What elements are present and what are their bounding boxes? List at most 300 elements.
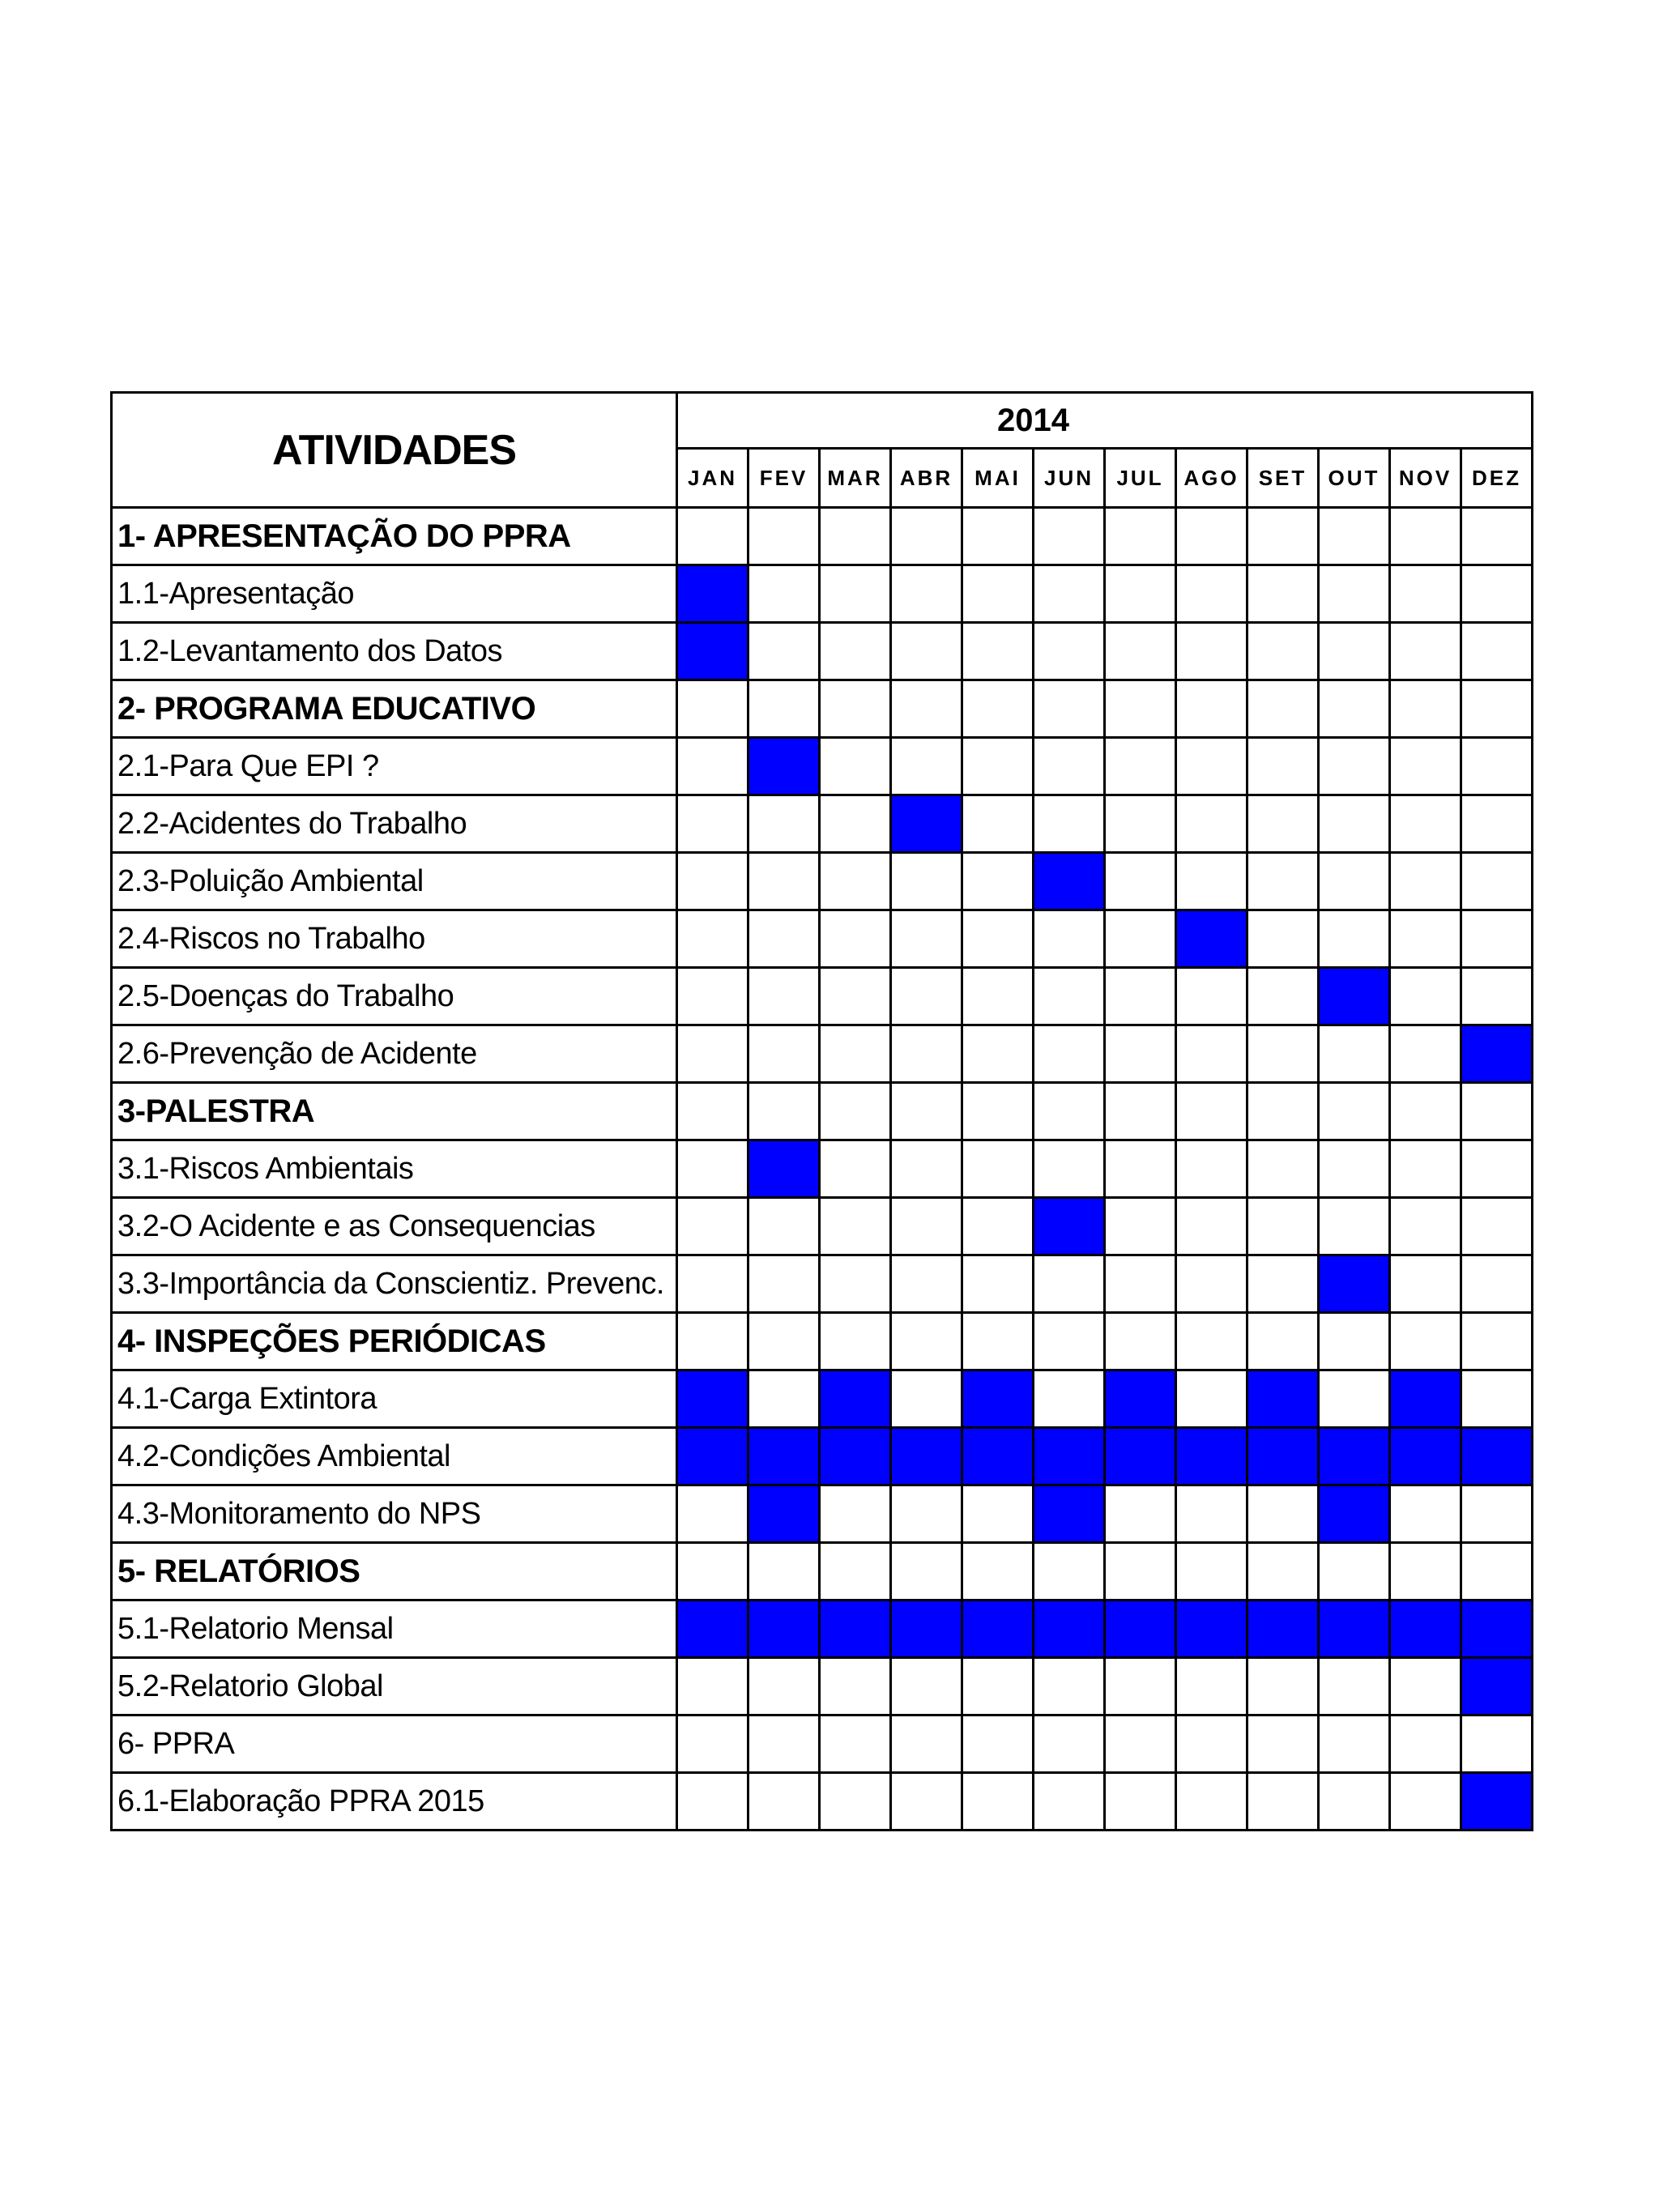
empty-cell <box>1319 910 1390 968</box>
empty-cell <box>962 680 1034 738</box>
empty-cell <box>1390 968 1461 1025</box>
empty-cell <box>891 1370 962 1428</box>
activity-row <box>112 1370 1533 1428</box>
activity-label: 4.3-Monitoramento do NPS <box>112 1485 677 1543</box>
empty-cell <box>1461 738 1533 795</box>
empty-cell <box>1105 508 1176 565</box>
empty-cell <box>1176 1255 1247 1313</box>
activity-label: 2.6-Prevenção de Acidente <box>112 1025 677 1083</box>
empty-cell <box>1461 565 1533 623</box>
empty-cell <box>1105 1255 1176 1313</box>
empty-cell <box>1319 1313 1390 1370</box>
empty-cell <box>891 1773 962 1831</box>
scheduled-cell <box>748 1600 820 1658</box>
empty-cell <box>820 1773 891 1831</box>
empty-cell <box>1390 795 1461 853</box>
activity-row <box>112 1428 1533 1485</box>
empty-cell <box>748 1255 820 1313</box>
scheduled-cell <box>820 1428 891 1485</box>
empty-cell <box>748 968 820 1025</box>
empty-cell <box>1176 1370 1247 1428</box>
scheduled-cell <box>1247 1370 1319 1428</box>
empty-cell <box>820 680 891 738</box>
scheduled-cell <box>748 738 820 795</box>
year-header <box>677 393 1533 449</box>
empty-cell <box>1390 1658 1461 1715</box>
scheduled-cell <box>748 1428 820 1485</box>
scheduled-cell <box>1319 1485 1390 1543</box>
scheduled-cell <box>962 1370 1034 1428</box>
empty-cell <box>1247 1715 1319 1773</box>
header-row-year <box>112 393 1533 449</box>
activity-row <box>112 910 1533 968</box>
empty-cell <box>1176 1083 1247 1140</box>
empty-cell <box>962 1255 1034 1313</box>
empty-cell <box>1461 1715 1533 1773</box>
empty-cell <box>677 1543 748 1600</box>
empty-cell <box>1247 565 1319 623</box>
schedule-table <box>110 391 1533 1831</box>
empty-cell <box>677 1140 748 1198</box>
empty-cell <box>1247 1025 1319 1083</box>
empty-cell <box>891 1485 962 1543</box>
scheduled-cell <box>677 623 748 680</box>
empty-cell <box>1034 1543 1105 1600</box>
empty-cell <box>1176 1198 1247 1255</box>
scheduled-cell <box>677 565 748 623</box>
empty-cell <box>820 1025 891 1083</box>
section-row <box>112 1543 1533 1600</box>
scheduled-cell <box>1176 1428 1247 1485</box>
empty-cell <box>820 565 891 623</box>
empty-cell <box>1105 738 1176 795</box>
month-header-mar: MAR <box>820 449 891 508</box>
empty-cell <box>677 508 748 565</box>
activity-row <box>112 1600 1533 1658</box>
empty-cell <box>1390 1313 1461 1370</box>
empty-cell <box>1247 910 1319 968</box>
scheduled-cell <box>891 795 962 853</box>
empty-cell <box>1247 680 1319 738</box>
month-header-out: OUT <box>1319 449 1390 508</box>
scheduled-cell <box>677 1428 748 1485</box>
section-title: 5- RELATÓRIOS <box>112 1543 677 1600</box>
empty-cell <box>962 1140 1034 1198</box>
empty-cell <box>1319 738 1390 795</box>
empty-cell <box>1105 1658 1176 1715</box>
empty-cell <box>1461 1255 1533 1313</box>
empty-cell <box>748 853 820 910</box>
empty-cell <box>1176 1543 1247 1600</box>
empty-cell <box>748 1313 820 1370</box>
scheduled-cell <box>1034 1485 1105 1543</box>
empty-cell <box>1034 565 1105 623</box>
empty-cell <box>677 1485 748 1543</box>
empty-cell <box>891 1658 962 1715</box>
empty-cell <box>962 1658 1034 1715</box>
empty-cell <box>891 1543 962 1600</box>
empty-cell <box>820 795 891 853</box>
empty-cell <box>1247 508 1319 565</box>
month-header-abr: ABR <box>891 449 962 508</box>
month-header-fev: FEV <box>748 449 820 508</box>
section-title: 2- PROGRAMA EDUCATIVO <box>112 680 677 738</box>
scheduled-cell <box>1319 968 1390 1025</box>
empty-cell <box>1319 795 1390 853</box>
scheduled-cell <box>1319 1600 1390 1658</box>
empty-cell <box>891 565 962 623</box>
empty-cell <box>962 1313 1034 1370</box>
empty-cell <box>748 1025 820 1083</box>
empty-cell <box>1390 1773 1461 1831</box>
empty-cell <box>1105 1313 1176 1370</box>
activity-label: 5.2-Relatorio Global <box>112 1658 677 1715</box>
empty-cell <box>677 968 748 1025</box>
empty-cell <box>962 910 1034 968</box>
empty-cell <box>1034 1255 1105 1313</box>
empty-cell <box>1390 1025 1461 1083</box>
empty-cell <box>1034 738 1105 795</box>
empty-cell <box>891 1083 962 1140</box>
activity-label: 4.2-Condições Ambiental <box>112 1428 677 1485</box>
scheduled-cell <box>1105 1600 1176 1658</box>
empty-cell <box>1176 853 1247 910</box>
empty-cell <box>1034 1313 1105 1370</box>
empty-cell <box>1034 1773 1105 1831</box>
empty-cell <box>962 738 1034 795</box>
empty-cell <box>1176 680 1247 738</box>
month-header-mai: MAI <box>962 449 1034 508</box>
activity-label: 3.2-O Acidente e as Consequencias <box>112 1198 677 1255</box>
empty-cell <box>1034 968 1105 1025</box>
empty-cell <box>677 1083 748 1140</box>
empty-cell <box>1247 1773 1319 1831</box>
empty-cell <box>1461 680 1533 738</box>
scheduled-cell <box>1034 1428 1105 1485</box>
activity-label: 5.1-Relatorio Mensal <box>112 1600 677 1658</box>
empty-cell <box>677 680 748 738</box>
activity-row <box>112 1025 1533 1083</box>
section-title: 3-PALESTRA <box>112 1083 677 1140</box>
activity-row <box>112 795 1533 853</box>
empty-cell <box>1034 1140 1105 1198</box>
empty-cell <box>1034 795 1105 853</box>
empty-cell <box>677 795 748 853</box>
empty-cell <box>1105 565 1176 623</box>
section-row <box>112 1313 1533 1370</box>
empty-cell <box>1319 1025 1390 1083</box>
empty-cell <box>962 1543 1034 1600</box>
empty-cell <box>1034 1370 1105 1428</box>
empty-cell <box>1247 795 1319 853</box>
activity-row <box>112 1715 1533 1773</box>
empty-cell <box>1319 853 1390 910</box>
empty-cell <box>677 1715 748 1773</box>
section-title: 1- APRESENTAÇÃO DO PPRA <box>112 508 677 565</box>
empty-cell <box>1176 1485 1247 1543</box>
scheduled-cell <box>1461 1658 1533 1715</box>
empty-cell <box>820 910 891 968</box>
empty-cell <box>820 1715 891 1773</box>
empty-cell <box>962 1485 1034 1543</box>
activity-row <box>112 565 1533 623</box>
activity-label: 2.4-Riscos no Trabalho <box>112 910 677 968</box>
activity-label: 1.2-Levantamento dos Datos <box>112 623 677 680</box>
empty-cell <box>1390 565 1461 623</box>
empty-cell <box>1247 1485 1319 1543</box>
scheduled-cell <box>1390 1370 1461 1428</box>
activity-label: 2.1-Para Que EPI ? <box>112 738 677 795</box>
activity-row <box>112 1198 1533 1255</box>
empty-cell <box>677 1198 748 1255</box>
empty-cell <box>748 1773 820 1831</box>
empty-cell <box>1390 508 1461 565</box>
scheduled-cell <box>1105 1370 1176 1428</box>
empty-cell <box>1105 1543 1176 1600</box>
section-row <box>112 1083 1533 1140</box>
empty-cell <box>748 623 820 680</box>
empty-cell <box>891 1715 962 1773</box>
month-header-ago: AGO <box>1176 449 1247 508</box>
empty-cell <box>1247 853 1319 910</box>
scheduled-cell <box>1319 1255 1390 1313</box>
empty-cell <box>820 968 891 1025</box>
scheduled-cell <box>748 1140 820 1198</box>
empty-cell <box>1176 968 1247 1025</box>
empty-cell <box>962 1083 1034 1140</box>
empty-cell <box>748 1198 820 1255</box>
section-title: 4- INSPEÇÕES PERIÓDICAS <box>112 1313 677 1370</box>
empty-cell <box>1319 1773 1390 1831</box>
empty-cell <box>1176 1140 1247 1198</box>
empty-cell <box>820 1140 891 1198</box>
month-header-jun: JUN <box>1034 449 1105 508</box>
empty-cell <box>820 623 891 680</box>
empty-cell <box>1461 795 1533 853</box>
empty-cell <box>1105 968 1176 1025</box>
month-header-dez: DEZ <box>1461 449 1533 508</box>
empty-cell <box>1034 1025 1105 1083</box>
empty-cell <box>1390 1198 1461 1255</box>
empty-cell <box>677 1313 748 1370</box>
empty-cell <box>1461 853 1533 910</box>
scheduled-cell <box>1034 1198 1105 1255</box>
scheduled-cell <box>1247 1600 1319 1658</box>
empty-cell <box>1461 1198 1533 1255</box>
activity-row <box>112 1485 1533 1543</box>
empty-cell <box>1319 508 1390 565</box>
scheduled-cell <box>1461 1025 1533 1083</box>
empty-cell <box>1390 1485 1461 1543</box>
empty-cell <box>748 910 820 968</box>
scheduled-cell <box>677 1370 748 1428</box>
empty-cell <box>1176 623 1247 680</box>
empty-cell <box>1461 968 1533 1025</box>
empty-cell <box>1105 1773 1176 1831</box>
empty-cell <box>1319 1140 1390 1198</box>
empty-cell <box>1461 508 1533 565</box>
empty-cell <box>1176 1715 1247 1773</box>
empty-cell <box>1034 1083 1105 1140</box>
empty-cell <box>962 1025 1034 1083</box>
empty-cell <box>891 508 962 565</box>
activity-label: 6- PPRA <box>112 1715 677 1773</box>
empty-cell <box>1247 1198 1319 1255</box>
empty-cell <box>962 565 1034 623</box>
month-header-jan: JAN <box>677 449 748 508</box>
empty-cell <box>820 853 891 910</box>
empty-cell <box>677 1773 748 1831</box>
empty-cell <box>748 1658 820 1715</box>
empty-cell <box>1461 1083 1533 1140</box>
empty-cell <box>1390 853 1461 910</box>
empty-cell <box>1247 623 1319 680</box>
empty-cell <box>1247 1313 1319 1370</box>
empty-cell <box>891 968 962 1025</box>
empty-cell <box>1176 565 1247 623</box>
empty-cell <box>1461 1485 1533 1543</box>
empty-cell <box>1319 1370 1390 1428</box>
scheduled-cell <box>1034 853 1105 910</box>
empty-cell <box>891 1140 962 1198</box>
activity-row <box>112 1773 1533 1831</box>
scheduled-cell <box>1105 1428 1176 1485</box>
month-header-jul: JUL <box>1105 449 1176 508</box>
empty-cell <box>1247 1140 1319 1198</box>
empty-cell <box>1105 795 1176 853</box>
scheduled-cell <box>1461 1773 1533 1831</box>
empty-cell <box>1247 1658 1319 1715</box>
empty-cell <box>1105 1140 1176 1198</box>
empty-cell <box>1105 853 1176 910</box>
empty-cell <box>1461 1140 1533 1198</box>
scheduled-cell <box>1034 1600 1105 1658</box>
scheduled-cell <box>891 1428 962 1485</box>
scheduled-cell <box>1461 1428 1533 1485</box>
empty-cell <box>748 680 820 738</box>
empty-cell <box>820 1485 891 1543</box>
activity-label: 1.1-Apresentação <box>112 565 677 623</box>
empty-cell <box>820 1083 891 1140</box>
empty-cell <box>1319 680 1390 738</box>
activity-row <box>112 853 1533 910</box>
empty-cell <box>962 623 1034 680</box>
empty-cell <box>1247 1255 1319 1313</box>
empty-cell <box>1105 910 1176 968</box>
empty-cell <box>748 565 820 623</box>
activity-label: 3.3-Importância da Conscientiz. Prevenc. <box>112 1255 677 1313</box>
empty-cell <box>1247 738 1319 795</box>
schedule-header <box>112 393 1533 508</box>
empty-cell <box>1105 1198 1176 1255</box>
empty-cell <box>1176 1025 1247 1083</box>
empty-cell <box>1390 623 1461 680</box>
empty-cell <box>891 738 962 795</box>
empty-cell <box>677 1255 748 1313</box>
empty-cell <box>1319 1083 1390 1140</box>
empty-cell <box>820 1198 891 1255</box>
month-header-nov: NOV <box>1390 449 1461 508</box>
activity-label: 2.5-Doenças do Trabalho <box>112 968 677 1025</box>
empty-cell <box>1390 680 1461 738</box>
empty-cell <box>1319 1543 1390 1600</box>
empty-cell <box>677 1658 748 1715</box>
scheduled-cell <box>962 1600 1034 1658</box>
scheduled-cell <box>1247 1428 1319 1485</box>
empty-cell <box>1176 738 1247 795</box>
scheduled-cell <box>1390 1428 1461 1485</box>
scheduled-cell <box>1390 1600 1461 1658</box>
empty-cell <box>891 1198 962 1255</box>
empty-cell <box>1390 910 1461 968</box>
empty-cell <box>1319 1658 1390 1715</box>
empty-cell <box>1034 508 1105 565</box>
empty-cell <box>677 910 748 968</box>
empty-cell <box>677 1025 748 1083</box>
empty-cell <box>1247 968 1319 1025</box>
empty-cell <box>891 910 962 968</box>
empty-cell <box>1390 738 1461 795</box>
empty-cell <box>820 1313 891 1370</box>
empty-cell <box>1034 623 1105 680</box>
month-header-set: SET <box>1247 449 1319 508</box>
empty-cell <box>820 738 891 795</box>
empty-cell <box>1105 1083 1176 1140</box>
empty-cell <box>891 1313 962 1370</box>
empty-cell <box>962 1773 1034 1831</box>
scheduled-cell <box>748 1485 820 1543</box>
empty-cell <box>1390 1543 1461 1600</box>
empty-cell <box>1390 1083 1461 1140</box>
empty-cell <box>962 795 1034 853</box>
empty-cell <box>1034 910 1105 968</box>
empty-cell <box>748 508 820 565</box>
empty-cell <box>820 1255 891 1313</box>
activity-row <box>112 738 1533 795</box>
empty-cell <box>1319 565 1390 623</box>
empty-cell <box>1105 1485 1176 1543</box>
empty-cell <box>1105 1715 1176 1773</box>
empty-cell <box>748 795 820 853</box>
activity-label: 6.1-Elaboração PPRA 2015 <box>112 1773 677 1831</box>
empty-cell <box>748 1543 820 1600</box>
activity-label: 2.3-Poluição Ambiental <box>112 853 677 910</box>
activity-label: 2.2-Acidentes do Trabalho <box>112 795 677 853</box>
empty-cell <box>1176 508 1247 565</box>
scheduled-cell <box>891 1600 962 1658</box>
empty-cell <box>891 1255 962 1313</box>
scheduled-cell <box>677 1600 748 1658</box>
empty-cell <box>1461 1370 1533 1428</box>
activity-row <box>112 623 1533 680</box>
scheduled-cell <box>820 1600 891 1658</box>
empty-cell <box>820 1658 891 1715</box>
empty-cell <box>1105 680 1176 738</box>
empty-cell <box>1034 1658 1105 1715</box>
empty-cell <box>1319 623 1390 680</box>
schedule-body <box>112 508 1533 1831</box>
empty-cell <box>677 738 748 795</box>
scheduled-cell <box>820 1370 891 1428</box>
scheduled-cell <box>1176 1600 1247 1658</box>
empty-cell <box>1105 623 1176 680</box>
empty-cell <box>1461 1313 1533 1370</box>
empty-cell <box>1176 1658 1247 1715</box>
empty-cell <box>1461 910 1533 968</box>
activity-label: 3.1-Riscos Ambientais <box>112 1140 677 1198</box>
activity-label: 4.1-Carga Extintora <box>112 1370 677 1428</box>
empty-cell <box>962 968 1034 1025</box>
